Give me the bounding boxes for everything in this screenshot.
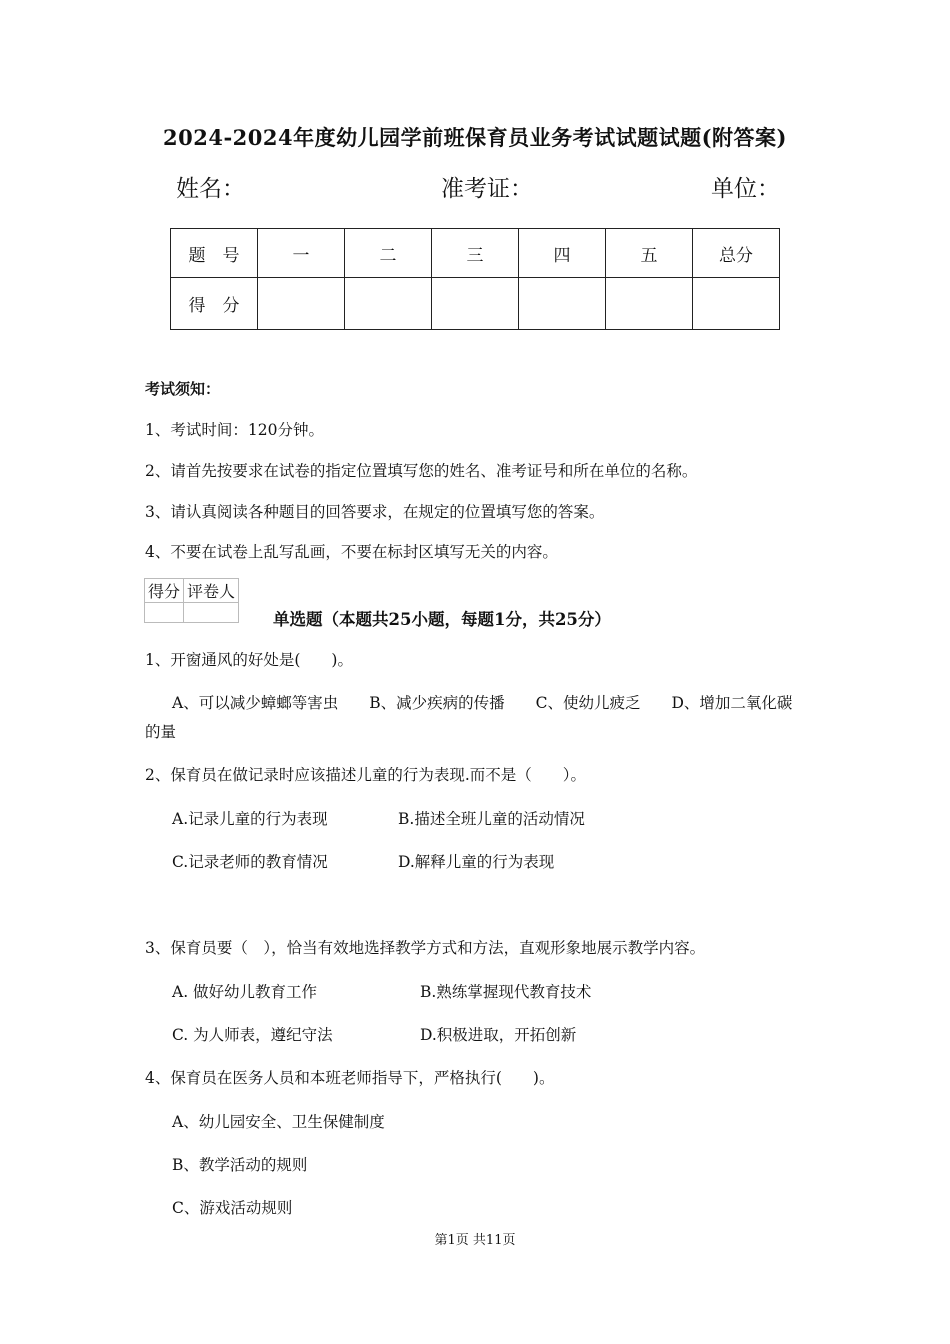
option-d: D.积极进取，开拓创新 <box>420 1026 577 1044</box>
question-options: A、可以减少蟑螂等害虫 B、减少疾病的传播 C、使幼儿疲乏 D、增加二氧化碳 <box>172 694 793 712</box>
notice-item: 2、请首先按要求在试卷的指定位置填写您的姓名、准考证号和所在单位的名称。 <box>145 462 698 480</box>
option-b: B.熟练掌握现代教育技术 <box>420 983 592 1001</box>
option-a: A. 做好幼儿教育工作 <box>172 983 318 1001</box>
option-d: D.解释儿童的行为表现 <box>398 853 555 871</box>
score-row-label: 得 分 <box>171 278 258 330</box>
notice-heading: 考试须知： <box>145 380 221 398</box>
notice-item: 4、不要在试卷上乱写乱画，不要在标封区填写无关的内容。 <box>145 543 558 561</box>
score-table-score-row <box>171 278 780 330</box>
grader-box-score-label: 得分 <box>145 579 184 603</box>
option-a: A、幼儿园安全、卫生保健制度 <box>172 1113 385 1131</box>
notice-item: 3、请认真阅读各种题目的回答要求，在规定的位置填写您的答案。 <box>145 503 605 521</box>
score-cell[interactable] <box>345 278 432 330</box>
name-field-label: 姓名： <box>176 176 245 202</box>
document-title: 2024-2024年度幼儿园学前班保育员业务考试试题试题(附答案) <box>163 125 787 150</box>
grader-box-grader-cell[interactable] <box>184 603 239 623</box>
option-a: A.记录儿童的行为表现 <box>172 810 328 828</box>
score-cell[interactable] <box>519 278 606 330</box>
score-header-cell: 二 <box>345 229 432 278</box>
notice-item: 1、考试时间：120分钟。 <box>145 421 324 439</box>
score-table-header-row <box>171 229 780 278</box>
score-cell[interactable] <box>606 278 693 330</box>
option-c: C、游戏活动规则 <box>172 1199 293 1217</box>
unit-field-label: 单位： <box>711 176 780 202</box>
score-header-cell: 总分 <box>693 229 780 278</box>
option-c: C.记录老师的教育情况 <box>172 853 328 871</box>
page-footer: 第1页 共11页 <box>434 1233 516 1248</box>
question-stem: 4、保育员在医务人员和本班老师指导下，严格执行( )。 <box>145 1069 555 1087</box>
question-stem: 3、保育员要（ ），恰当有效地选择教学方式和方法，直观形象地展示教学内容。 <box>145 939 706 957</box>
exam-id-field-label: 准考证： <box>441 176 533 202</box>
score-header-cell: 一 <box>258 229 345 278</box>
option-c: C. 为人师表，遵纪守法 <box>172 1026 333 1044</box>
question-options-continued: 的量 <box>145 723 177 741</box>
question-stem: 1、开窗通风的好处是( )。 <box>145 651 353 669</box>
option-b: B.描述全班儿童的活动情况 <box>398 810 585 828</box>
score-cell[interactable] <box>258 278 345 330</box>
score-header-cell: 五 <box>606 229 693 278</box>
section-title: 单选题（本题共25小题，每题1分，共25分） <box>273 610 611 629</box>
score-header-cell: 三 <box>432 229 519 278</box>
score-table <box>170 228 780 330</box>
question-stem: 2、保育员在做记录时应该描述儿童的行为表现.而不是（ ）。 <box>145 766 587 784</box>
grader-box <box>144 578 239 623</box>
grader-box-score-cell[interactable] <box>145 603 184 623</box>
score-cell[interactable] <box>432 278 519 330</box>
score-header-cell: 题 号 <box>171 229 258 278</box>
score-header-cell: 四 <box>519 229 606 278</box>
score-cell[interactable] <box>693 278 780 330</box>
grader-box-grader-label: 评卷人 <box>184 579 239 603</box>
option-b: B、教学活动的规则 <box>172 1156 308 1174</box>
